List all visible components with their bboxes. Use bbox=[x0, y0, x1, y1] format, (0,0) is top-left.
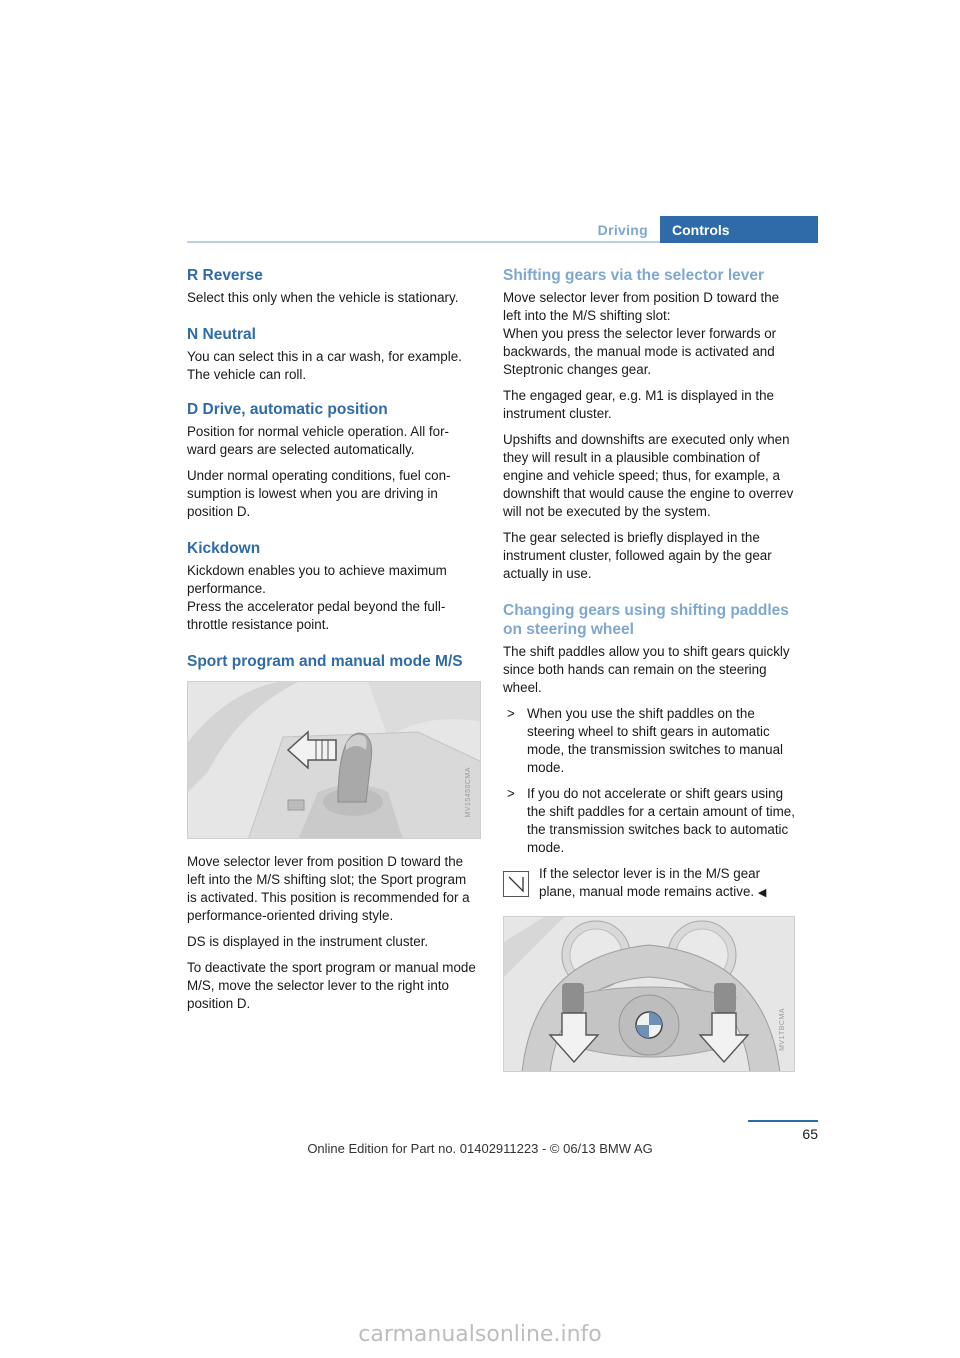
paddles-text: The shift paddles allow you to shift gears quickly since both hands can remain on the steering wheel. bbox=[503, 644, 790, 695]
header-chapter-tab: Controls bbox=[660, 216, 818, 243]
list-item bbox=[503, 705, 797, 777]
reverse-text: Select this only when the vehicle is stationary. bbox=[187, 290, 459, 305]
page-header bbox=[187, 216, 818, 244]
sport-text-3: To deactivate the sport program or manual mode M/S, move the selector lever to the right into position D. bbox=[187, 960, 476, 1011]
heading-selector-shifting: Shifting gears via the selector lever bbox=[503, 267, 765, 284]
sport-text-2: DS is displayed in the instrument cluster. bbox=[187, 934, 429, 949]
bullet-text-1: When you use the shift paddles on the steering wheel to shift gears in automatic mode, the transmission switches to manual mode. bbox=[527, 706, 784, 775]
steering-wheel-figure bbox=[503, 916, 795, 1072]
drive-text-2: Under normal operating conditions, fuel con-sumption is lowest when you are driving in position D. bbox=[187, 468, 451, 519]
note-block bbox=[503, 865, 797, 902]
note-triangle-icon bbox=[503, 871, 529, 897]
kickdown-text: Kickdown enables you to achieve maximum performance. Press the accelerator pedal beyond the full-throttle resistance point. bbox=[187, 563, 447, 632]
heading-d-drive: D Drive, automatic position bbox=[187, 401, 388, 418]
heading-r-reverse: R Reverse bbox=[187, 267, 263, 284]
selector-text-3: The engaged gear, e.g. M1 is displayed in the instrument cluster. bbox=[503, 388, 774, 421]
bullet-mark: > bbox=[507, 786, 515, 801]
figure-code: MV1TBCMA bbox=[779, 1008, 786, 1051]
neutral-text: You can select this in a car wash, for example. The vehicle can roll. bbox=[187, 349, 462, 382]
selector-text-1: Move selector lever from position D toward the left into the M/S shifting slot: When you press the selector lever forwards or backwards, the manual mode is activated and Steptronic changes gear. bbox=[503, 290, 780, 377]
page-number: 65 bbox=[802, 1126, 818, 1142]
heading-shifting-paddles: Changing gears using shifting paddles on steering wheel bbox=[503, 602, 789, 638]
edition-footer: Online Edition for Part no. 01402911223 - © 06/13 BMW AG bbox=[307, 1141, 653, 1156]
bullet-text-2: If you do not accelerate or shift gears using the shift paddles for a certain amount of time, the transmission switches back to automatic mode. bbox=[527, 786, 795, 855]
drive-text-1: Position for normal vehicle operation. All for-ward gears are selected automatically. bbox=[187, 424, 449, 457]
heading-n-neutral: N Neutral bbox=[187, 326, 256, 343]
heading-kickdown: Kickdown bbox=[187, 540, 261, 557]
header-section-label: Driving bbox=[597, 222, 648, 238]
selector-lever-figure bbox=[187, 681, 481, 839]
left-column bbox=[187, 266, 477, 1021]
right-column bbox=[503, 266, 797, 1086]
footer-rule bbox=[748, 1120, 818, 1122]
sport-text-1: Move selector lever from position D toward the left into the M/S shifting slot; the Sport program is activated. This position is recommended for a performance-oriented driving style. bbox=[187, 854, 470, 923]
figure-code: MV15450CMA bbox=[465, 767, 472, 818]
selector-text-5: The gear selected is briefly displayed in the instrument cluster, followed again by the gear actually in use. bbox=[503, 530, 772, 581]
list-item bbox=[503, 785, 797, 857]
watermark: carmanualsonline.info bbox=[358, 1322, 602, 1347]
selector-text-4: Upshifts and downshifts are executed only when they will result in a plausible combination of engine and vehicle speed; thus, for example, a downshift that would cause the engine to overrev will not be executed by the system. bbox=[503, 432, 794, 519]
bullet-mark: > bbox=[507, 706, 515, 721]
note-text: If the selector lever is in the M/S gear plane, manual mode remains active. bbox=[539, 866, 761, 899]
selector-lever-illustration bbox=[188, 682, 481, 839]
steering-wheel-illustration bbox=[504, 917, 795, 1072]
end-mark-icon: ◀ bbox=[757, 887, 767, 899]
heading-sport-program: Sport program and manual mode M/S bbox=[187, 653, 463, 670]
